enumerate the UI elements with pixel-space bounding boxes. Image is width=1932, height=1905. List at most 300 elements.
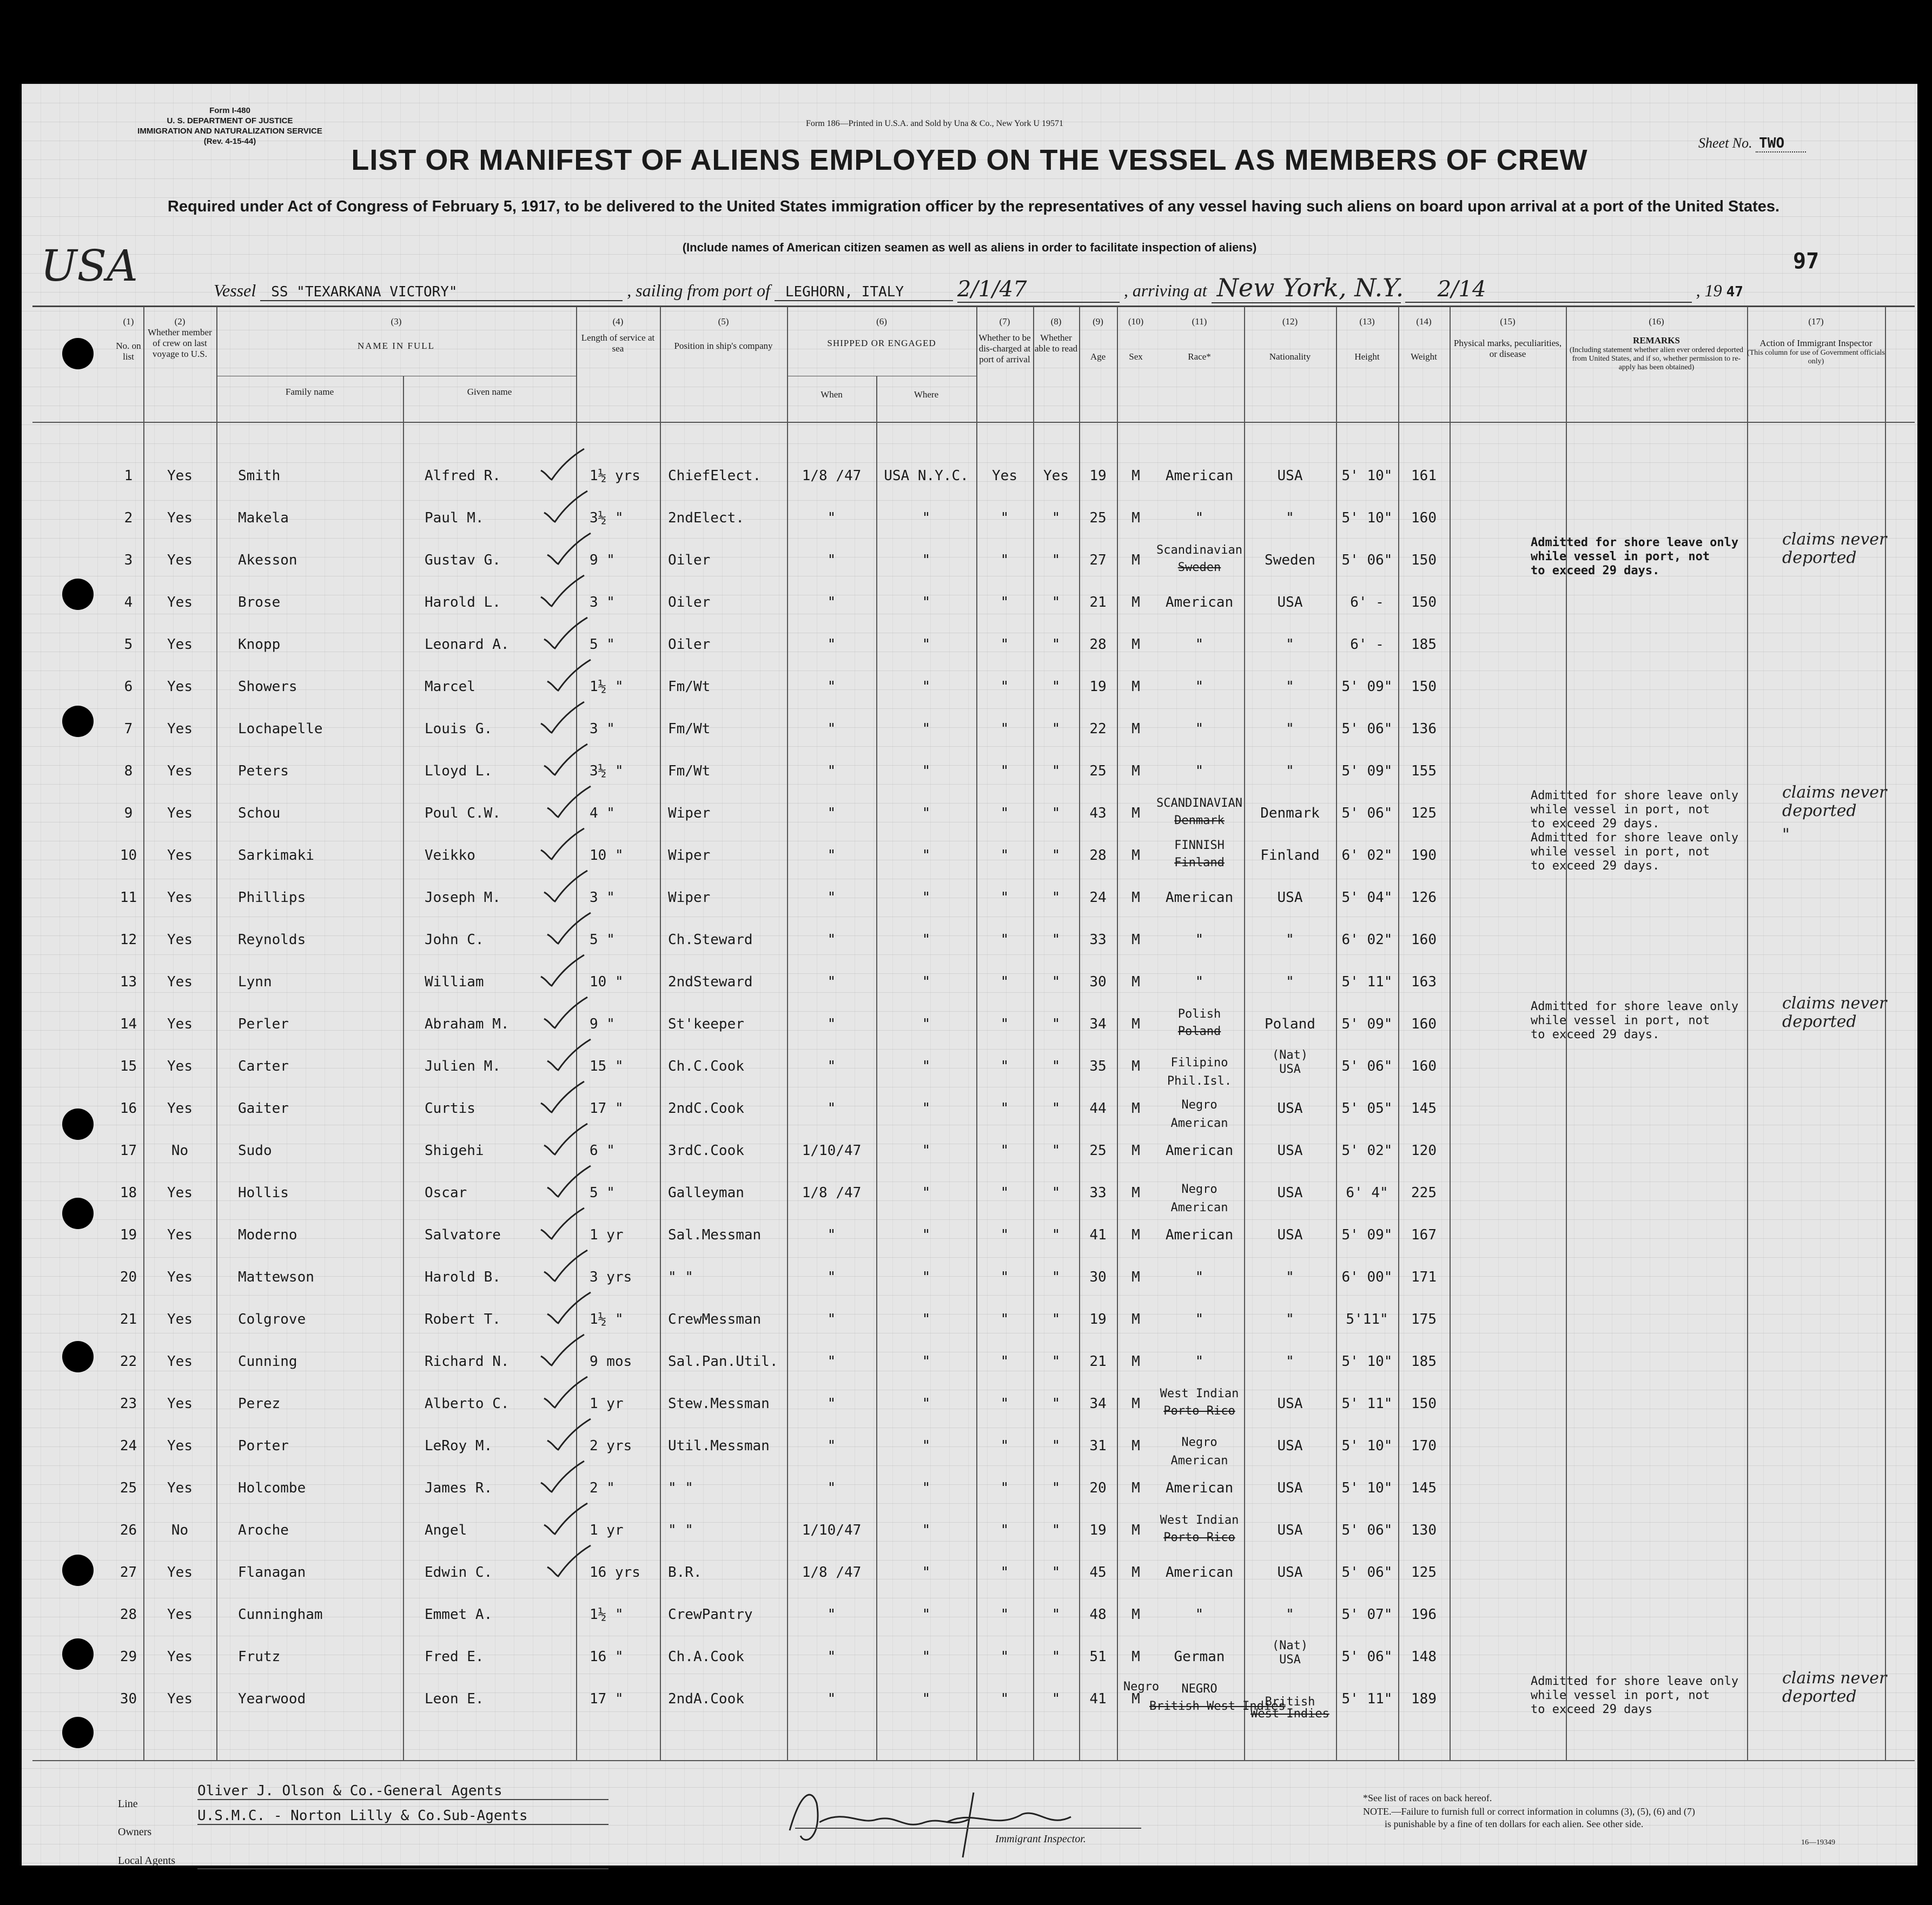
cell-height: 5' 10" (1341, 1438, 1393, 1454)
cell-read: " (1051, 679, 1061, 695)
cell-sex: M (1132, 1143, 1140, 1159)
cell-race: " (1195, 636, 1204, 653)
cell-height: 5' 06" (1341, 1649, 1393, 1665)
cell-no: 26 (120, 1522, 137, 1538)
remark-text (1531, 1000, 1785, 1042)
cell-where: " (922, 1438, 931, 1454)
cell-height: 5' 09" (1341, 763, 1393, 779)
cell-age: 41 (1089, 1691, 1107, 1707)
remark-line: Admitted for shore leave only (1531, 831, 1739, 845)
cell-weight: 160 (1411, 1058, 1437, 1074)
col-header-action: (17) Action of Immigrant Inspector (This column for use of Government officials only) (1747, 316, 1885, 366)
inspector-signature (768, 1771, 1147, 1868)
cell-service: 5 " (590, 1185, 615, 1201)
cell-service: 2 " (590, 1480, 615, 1496)
check-mark-icon (541, 1374, 590, 1412)
cell-age: 34 (1089, 1016, 1107, 1032)
cell-family: Aroche (238, 1522, 289, 1538)
cell-when: " (827, 847, 836, 864)
cell-weight: 160 (1411, 510, 1437, 526)
table-row (22, 668, 1917, 710)
cell-read: " (1051, 974, 1061, 990)
cell-crew: Yes (167, 847, 193, 864)
cell-given: Harold B. (425, 1269, 501, 1285)
cell-height: 5' 05" (1341, 1100, 1393, 1117)
cell-position: CrewMessman (668, 1311, 762, 1327)
cell-position: Wiper (668, 805, 711, 821)
cell-no: 30 (120, 1691, 137, 1707)
cell-sex: M (1132, 636, 1140, 653)
cell-age: 19 (1089, 1311, 1107, 1327)
service-name: IMMIGRATION AND NATURALIZATION SERVICE (137, 127, 322, 136)
table-row (22, 752, 1917, 794)
cell-when: " (827, 1396, 836, 1412)
cell-when: 1/8 /47 (802, 1185, 862, 1201)
cell-service: 9 mos (590, 1353, 632, 1370)
cell-discharged: " (1000, 679, 1009, 695)
cell-family: Frutz (238, 1649, 281, 1665)
cell-read: Yes (1043, 468, 1069, 484)
cell-crew: Yes (167, 1058, 193, 1074)
cell-no: 10 (120, 847, 137, 864)
cell-sex: M (1132, 1396, 1140, 1412)
cell-position: St'keeper (668, 1016, 744, 1032)
cell-discharged: " (1000, 1480, 1009, 1496)
cell-where: " (922, 1185, 931, 1201)
cell-weight: 145 (1411, 1100, 1437, 1117)
cell-age: 28 (1089, 636, 1107, 653)
cell-nationality: USA (1277, 1185, 1303, 1201)
cell-position: Ch.A.Cook (668, 1649, 744, 1665)
cell-when: 1/8 /47 (802, 1564, 862, 1581)
check-mark-icon (545, 1037, 593, 1074)
cell-no: 24 (120, 1438, 137, 1454)
manifest-sheet (22, 84, 1917, 1866)
cell-nationality: USA (1277, 1522, 1303, 1538)
cell-no: 29 (120, 1649, 137, 1665)
cell-when: " (827, 679, 836, 695)
check-mark-icon (545, 784, 593, 821)
cell-weight: 185 (1411, 1353, 1437, 1370)
races-note: *See list of races on back hereof. (1363, 1793, 1492, 1803)
cell-when: " (827, 636, 836, 653)
cell-height: 5' 09" (1341, 1227, 1393, 1243)
cell-given: Oscar (425, 1185, 467, 1201)
cell-where: " (922, 721, 931, 737)
cell-height: 5' 06" (1341, 1058, 1393, 1074)
cell-weight: 163 (1411, 974, 1437, 990)
table-row (22, 626, 1917, 668)
cell-family: Phillips (238, 890, 306, 906)
col-header-given: Given name (467, 387, 512, 397)
table-bottom-rule (32, 1760, 1915, 1761)
remark-line: to exceed 29 days. (1531, 1028, 1660, 1041)
cell-read: " (1051, 932, 1061, 948)
cell-when: " (827, 1607, 836, 1623)
cell-position: " " (668, 1522, 693, 1538)
cell-race: Negro (1181, 1436, 1218, 1449)
inspector-line (795, 1828, 1141, 1829)
cell-no: 15 (120, 1058, 137, 1074)
cell-weight: 189 (1411, 1691, 1437, 1707)
cell-read: " (1051, 1353, 1061, 1370)
table-row (22, 1343, 1917, 1385)
cell-read: " (1051, 763, 1061, 779)
cell-given: Joseph M. (425, 890, 501, 906)
cell-discharged: " (1000, 1522, 1009, 1538)
cell-nationality: USA (1277, 1438, 1303, 1454)
cell-position: Fm/Wt (668, 679, 711, 695)
cell-where: " (922, 679, 931, 695)
cell-race-line2: Phil.Isl. (1167, 1074, 1232, 1088)
remark-line: while vessel in port, not (1531, 845, 1710, 859)
cell-height: 6' - (1350, 636, 1384, 653)
cell-given: Marcel (425, 679, 475, 695)
table-row (22, 1638, 1917, 1680)
cell-given: Leonard A. (425, 636, 510, 653)
owners-value: U.S.M.C. - Norton Lilly & Co.Sub-Agents (197, 1808, 608, 1825)
cell-crew: Yes (167, 974, 193, 990)
port-from: LEGHORN, ITALY (775, 284, 953, 301)
cell-discharged: " (1000, 1227, 1009, 1243)
cell-service: 6 " (590, 1143, 615, 1159)
table-row (22, 1216, 1917, 1258)
col-header-age: (9) Age (1090, 316, 1106, 362)
cell-age: 20 (1089, 1480, 1107, 1496)
cell-sex: M (1132, 1269, 1140, 1285)
cell-nationality: USA (1277, 594, 1303, 610)
cell-read: " (1051, 1227, 1061, 1243)
col-header-name: (3) NAME IN FULL (358, 316, 435, 351)
cell-no: 27 (120, 1564, 137, 1581)
cell-when: 1/8 /47 (802, 468, 862, 484)
cell-family: Cunning (238, 1353, 297, 1370)
cell-discharged: " (1000, 510, 1009, 526)
cell-family: Brose (238, 594, 281, 610)
cell-when: " (827, 594, 836, 610)
remark-line: while vessel in port, not (1531, 550, 1710, 563)
cell-age: 24 (1089, 890, 1107, 906)
cell-when: " (827, 932, 836, 948)
cell-given: John C. (425, 932, 484, 948)
cell-race: " (1195, 932, 1204, 948)
cell-given: Angel (425, 1522, 467, 1538)
cell-family: Colgrove (238, 1311, 306, 1327)
table-row (22, 1174, 1917, 1216)
cell-height: 5' 11" (1341, 1396, 1393, 1412)
cell-nationality-struck: West Indies (1250, 1707, 1329, 1721)
cell-no: 11 (120, 890, 137, 906)
cell-weight: 161 (1411, 468, 1437, 484)
cell-discharged: " (1000, 1100, 1009, 1117)
date-to: 2/14 (1405, 277, 1692, 303)
remark-text (1531, 831, 1785, 873)
cell-nationality: " (1286, 636, 1294, 653)
cell-race: American (1165, 1564, 1234, 1581)
cell-height: 5' 02" (1341, 1143, 1393, 1159)
cell-discharged: " (1000, 636, 1009, 653)
cell-discharged: " (1000, 890, 1009, 906)
fine-note: is punishable by a fine of ten dollars for each alien. See other side. (1385, 1818, 1644, 1829)
cell-nationality: British (1265, 1695, 1315, 1709)
cell-where: " (922, 1227, 931, 1243)
cell-read: " (1051, 1143, 1061, 1159)
cell-sex: M (1132, 1100, 1140, 1117)
cell-sex: M (1132, 974, 1140, 990)
cell-discharged: " (1000, 763, 1009, 779)
cell-discharged: " (1000, 1185, 1009, 1201)
cell-sex: M (1132, 847, 1140, 864)
cell-race-struck: Denmark (1174, 814, 1225, 827)
cell-service: 1 yr (590, 1522, 624, 1538)
cell-crew: Yes (167, 1480, 193, 1496)
cell-nationality: " (1286, 932, 1294, 948)
line-value: Oliver J. Olson & Co.-General Agents (197, 1783, 608, 1800)
cell-read: " (1051, 890, 1061, 906)
cell-service: 17 " (590, 1100, 624, 1117)
check-mark-icon (545, 1543, 593, 1581)
cell-sex: M (1132, 679, 1140, 695)
remark-text (1531, 1675, 1785, 1717)
cell-where: " (922, 890, 931, 906)
cell-service: 16 yrs (590, 1564, 640, 1581)
page-subtitle: Required under Act of Congress of February 5, 1917, to be delivered to the United States immigration officer by the representatives of any vessel having such aliens on board upon arrival at a port of the United States. (167, 198, 1780, 215)
cell-given: Julien M. (425, 1058, 501, 1074)
cell-nationality: USA (1277, 468, 1303, 484)
cell-family: Smith (238, 468, 281, 484)
col-header-no: (1) No. on list (116, 316, 141, 362)
inspector-action: " (1782, 825, 1790, 844)
cell-family: Gaiter (238, 1100, 289, 1117)
remark-line: while vessel in port, not (1531, 803, 1710, 817)
cell-race: American (1165, 468, 1234, 484)
table-row (22, 1258, 1917, 1300)
cell-no: 18 (120, 1185, 137, 1201)
table-row (22, 499, 1917, 541)
cell-sex: M (1132, 1691, 1140, 1707)
cell-read: " (1051, 1396, 1061, 1412)
cell-race: West Indian (1160, 1387, 1239, 1400)
cell-height: 5' 06" (1341, 1522, 1393, 1538)
cell-no: 4 (124, 594, 133, 610)
remark-line: Admitted for shore leave only (1531, 1000, 1739, 1013)
cell-where: " (922, 1143, 931, 1159)
cell-read: " (1051, 510, 1061, 526)
cell-height: 5' 04" (1341, 890, 1393, 906)
cell-weight: 155 (1411, 763, 1437, 779)
cell-discharged: " (1000, 1691, 1009, 1707)
cell-given: Shigehi (425, 1143, 484, 1159)
cell-no: 23 (120, 1396, 137, 1412)
cell-given: Poul C.W. (425, 805, 501, 821)
cell-given: Curtis (425, 1100, 475, 1117)
cell-where: " (922, 1396, 931, 1412)
cell-height: 6' 02" (1341, 847, 1393, 864)
cell-family: Lynn (238, 974, 272, 990)
cell-where: " (922, 1522, 931, 1538)
cell-race: " (1195, 679, 1204, 695)
check-mark-icon (538, 1205, 587, 1243)
cell-position: Oiler (668, 552, 711, 568)
cell-where: " (922, 1564, 931, 1581)
cell-where: " (922, 1058, 931, 1074)
cell-crew: Yes (167, 510, 193, 526)
cell-when: " (827, 805, 836, 821)
col-header-service: (4) Length of service at sea (581, 316, 655, 354)
cell-weight: 125 (1411, 1564, 1437, 1581)
form-code: 16—19349 (1801, 1838, 1835, 1847)
cell-given: William (425, 974, 484, 990)
cell-nationality: USA (1277, 1564, 1303, 1581)
cell-age: 31 (1089, 1438, 1107, 1454)
cell-weight: 150 (1411, 1396, 1437, 1412)
cell-discharged: " (1000, 1396, 1009, 1412)
cell-nationality: " (1286, 721, 1294, 737)
check-mark-icon (541, 1121, 590, 1159)
cell-race: " (1195, 763, 1204, 779)
cell-given: James R. (425, 1480, 493, 1496)
cell-read: " (1051, 805, 1061, 821)
page-title: LIST OR MANIFEST OF ALIENS EMPLOYED ON THE VESSEL AS MEMBERS OF CREW (351, 144, 1588, 176)
table-row (22, 1596, 1917, 1638)
check-mark-icon (538, 573, 587, 610)
cell-when: " (827, 1016, 836, 1032)
cell-nationality: USA (1279, 1653, 1301, 1667)
cell-service: 5 " (590, 932, 615, 948)
cell-family: Holcombe (238, 1480, 306, 1496)
local-agents-label: Local Agents (118, 1855, 176, 1867)
cell-when: " (827, 1311, 836, 1327)
cell-where: " (922, 1353, 931, 1370)
cell-given: Gustav G. (425, 552, 501, 568)
table-row (22, 457, 1917, 499)
cell-no: 1 (124, 468, 133, 484)
col-header-nationality: (12) Nationality (1269, 316, 1311, 362)
cell-sex: M (1132, 1227, 1140, 1243)
cell-where: " (922, 805, 931, 821)
cell-height: 5' 10" (1341, 510, 1393, 526)
cell-crew: Yes (167, 1564, 193, 1581)
cell-sex: M (1132, 1185, 1140, 1201)
cell-no: 6 (124, 679, 133, 695)
cell-sex: M (1132, 594, 1140, 610)
cell-crew: Yes (167, 1438, 193, 1454)
cell-age: 30 (1089, 1269, 1107, 1285)
col-header-position: (5) Position in ship's company (674, 316, 773, 351)
cell-given: Fred E. (425, 1649, 484, 1665)
cell-no: 3 (124, 552, 133, 568)
cell-race: American (1165, 1227, 1234, 1243)
cell-race: " (1195, 510, 1204, 526)
cell-nationality: Denmark (1260, 805, 1320, 821)
cell-age: 22 (1089, 721, 1107, 737)
cell-nationality: " (1286, 510, 1294, 526)
cell-read: " (1051, 552, 1061, 568)
cell-no: 22 (120, 1353, 137, 1370)
cell-family: Sarkimaki (238, 847, 314, 864)
check-mark-icon (545, 530, 593, 568)
page-number: 97 (1793, 249, 1819, 274)
cell-no: 12 (120, 932, 137, 948)
table-row (22, 710, 1917, 752)
cell-sex: M (1132, 1016, 1140, 1032)
cell-race: FINNISH (1174, 839, 1225, 852)
inspector-label: Immigrant Inspector. (995, 1833, 1086, 1845)
cell-position: 2ndElect. (668, 510, 744, 526)
cell-race: Scandinavian (1156, 543, 1242, 557)
cell-sex: M (1132, 1564, 1140, 1581)
cell-height: 5' 10" (1341, 1480, 1393, 1496)
cell-discharged: " (1000, 1438, 1009, 1454)
cell-weight: 225 (1411, 1185, 1437, 1201)
cell-crew: Yes (167, 1353, 193, 1370)
table-row (22, 1511, 1917, 1554)
col-header-discharged: (7) Whether to be dis-charged at port of arrival (978, 316, 1031, 364)
cell-service: 10 " (590, 847, 624, 864)
cell-crew: Yes (167, 763, 193, 779)
col-header-family: Family name (285, 387, 334, 397)
cell-crew: Yes (167, 636, 193, 653)
cell-nationality: USA (1277, 1227, 1303, 1243)
cell-sex: M (1132, 468, 1140, 484)
cell-nationality: USA (1277, 1143, 1303, 1159)
vessel-line (214, 273, 1743, 303)
cell-nationality: " (1286, 974, 1294, 990)
cell-race: " (1195, 721, 1204, 737)
cell-no: 20 (120, 1269, 137, 1285)
table-row (22, 921, 1917, 963)
cell-position: 3rdC.Cook (668, 1143, 744, 1159)
cell-age: 41 (1089, 1227, 1107, 1243)
cell-where: " (922, 636, 931, 653)
cell-sex: M (1132, 1522, 1140, 1538)
cell-weight: 190 (1411, 847, 1437, 864)
cell-race: American (1165, 594, 1234, 610)
arriving-label: , arriving at (1123, 281, 1207, 300)
cell-read: " (1051, 1522, 1061, 1538)
cell-where: " (922, 974, 931, 990)
cell-family: Perler (238, 1016, 289, 1032)
cell-discharged: Yes (992, 468, 1017, 484)
cell-service: 9 " (590, 552, 615, 568)
cell-no: 21 (120, 1311, 137, 1327)
cell-race: " (1195, 974, 1204, 990)
cell-service: 15 " (590, 1058, 624, 1074)
cell-given: Alberto C. (425, 1396, 510, 1412)
cell-sex: M (1132, 763, 1140, 779)
cell-family: Moderno (238, 1227, 297, 1243)
cell-service: 3 " (590, 890, 615, 906)
cell-height: 5' 09" (1341, 679, 1393, 695)
cell-height: 5' 10" (1341, 1353, 1393, 1370)
cell-race: Negro (1181, 1183, 1218, 1196)
cell-race-line2: American (1170, 1201, 1228, 1214)
cell-family: Flanagan (238, 1564, 306, 1581)
cell-weight: 150 (1411, 594, 1437, 610)
cell-family: Knopp (238, 636, 281, 653)
cell-height: 5'11" (1346, 1311, 1388, 1327)
cell-age: 34 (1089, 1396, 1107, 1412)
cell-given: Veikko (425, 847, 475, 864)
col-header-remarks: (16) REMARKS (Including statement whether alien ever ordered deported from United States, and if so, whether permission to re-apply has been obtained) (1569, 316, 1744, 371)
cell-given: Richard N. (425, 1353, 510, 1370)
cell-race-struck: Finland (1174, 856, 1225, 869)
cell-discharged: " (1000, 552, 1009, 568)
col-header-crew: (2) Whether member of crew on last voyage to U.S. (148, 316, 212, 359)
cell-given: Louis G. (425, 721, 493, 737)
cell-race: West Indian (1160, 1514, 1239, 1527)
table-row (22, 583, 1917, 626)
